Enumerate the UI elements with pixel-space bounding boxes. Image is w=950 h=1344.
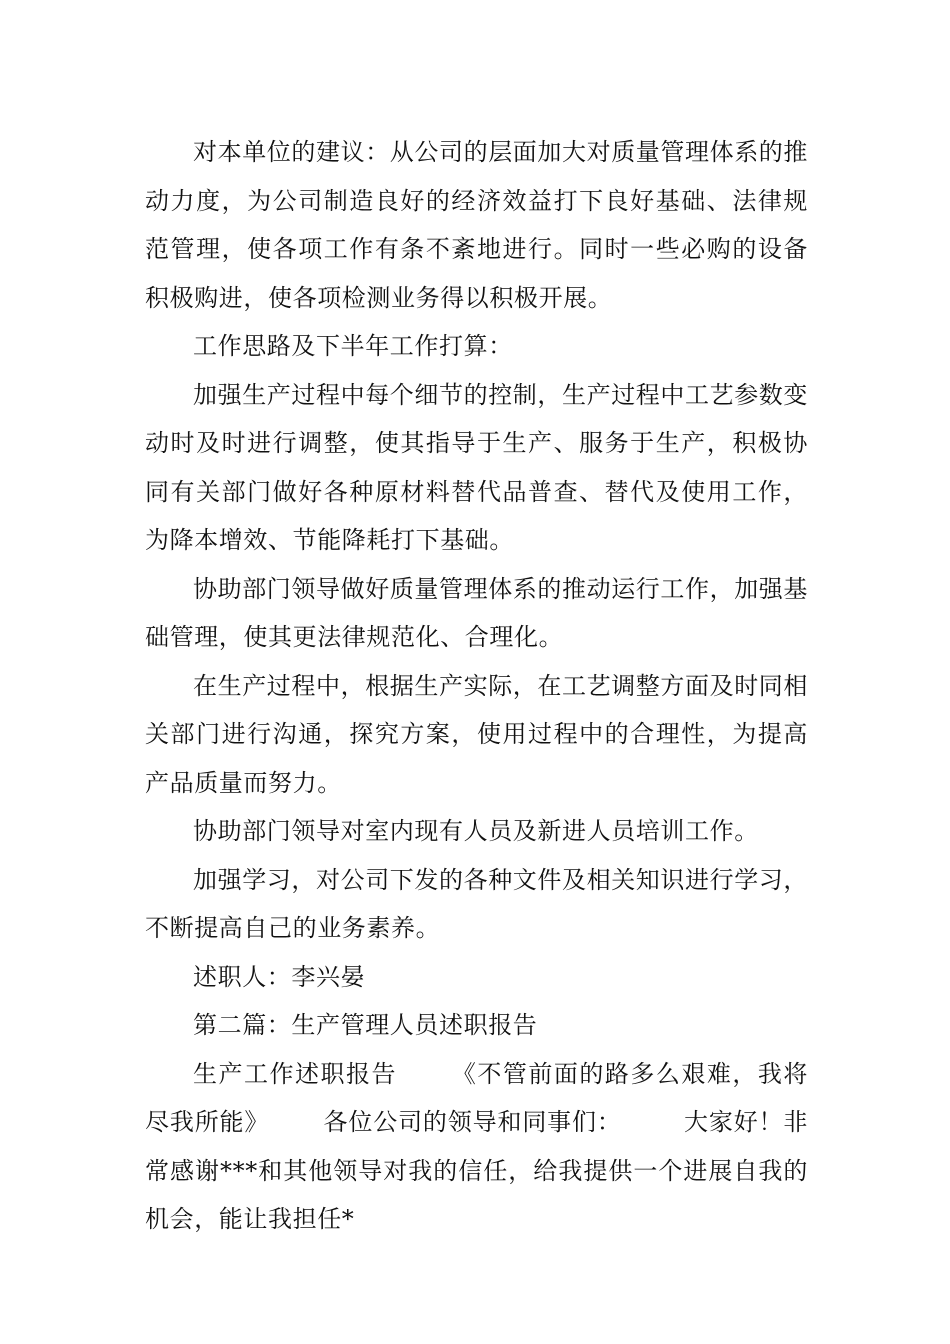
paragraph-second-article-title: 第二篇：生产管理人员述职报告 xyxy=(193,1011,538,1039)
paragraph-author: 述职人：李兴晏 xyxy=(193,962,366,991)
paragraph-process-communication: 在生产过程中，根据生产实际，在工艺调整方面及时同相关部门进行沟通，探究方案，使用过程中的合理性，为提高产品质量而努力。 xyxy=(145,671,808,797)
paragraph-quality-system: 协助部门领导做好质量管理体系的推动运行工作，加强基础管理，使其更法律规范化、合理化。 xyxy=(145,574,808,651)
paragraph-learning: 加强学习，对公司下发的各种文件及相关知识进行学习，不断提高自己的业务素养。 xyxy=(145,865,808,942)
paragraph-process-control: 加强生产过程中每个细节的控制，生产过程中工艺参数变动时及时进行调整，使其指导于生产、服务于生产，积极协同有关部门做好各种原材料替代品普查、替代及使用工作，为降本增效、节能降耗打下基础。 xyxy=(145,380,808,554)
document-page xyxy=(145,128,808,1244)
report-motto: 《不管前面的路多么艰难，我将尽我所能》 xyxy=(145,1059,808,1136)
report-greeting: 各位公司的领导和同事们： xyxy=(323,1108,622,1136)
report-opening: 大家好！非常感谢***和其他领导对我的信任，给我提供一个进展自我的机会，能让我担任* xyxy=(145,1108,809,1233)
report-title: 生产工作述职报告 xyxy=(193,1059,397,1088)
paragraph-training: 协助部门领导对室内现有人员及新进人员培训工作。 xyxy=(193,817,759,845)
paragraph-plan-heading: 工作思路及下半年工作打算： xyxy=(193,332,513,360)
paragraph-suggestion: 对本单位的建议：从公司的层面加大对质量管理体系的推动力度，为公司制造良好的经济效益打下良好基础、法律规范管理，使各项工作有条不紊地进行。同时一些必购的设备积极购进，使各项检测业务得以积极开展。 xyxy=(145,138,808,312)
paragraph-report-intro xyxy=(145,1050,808,1244)
